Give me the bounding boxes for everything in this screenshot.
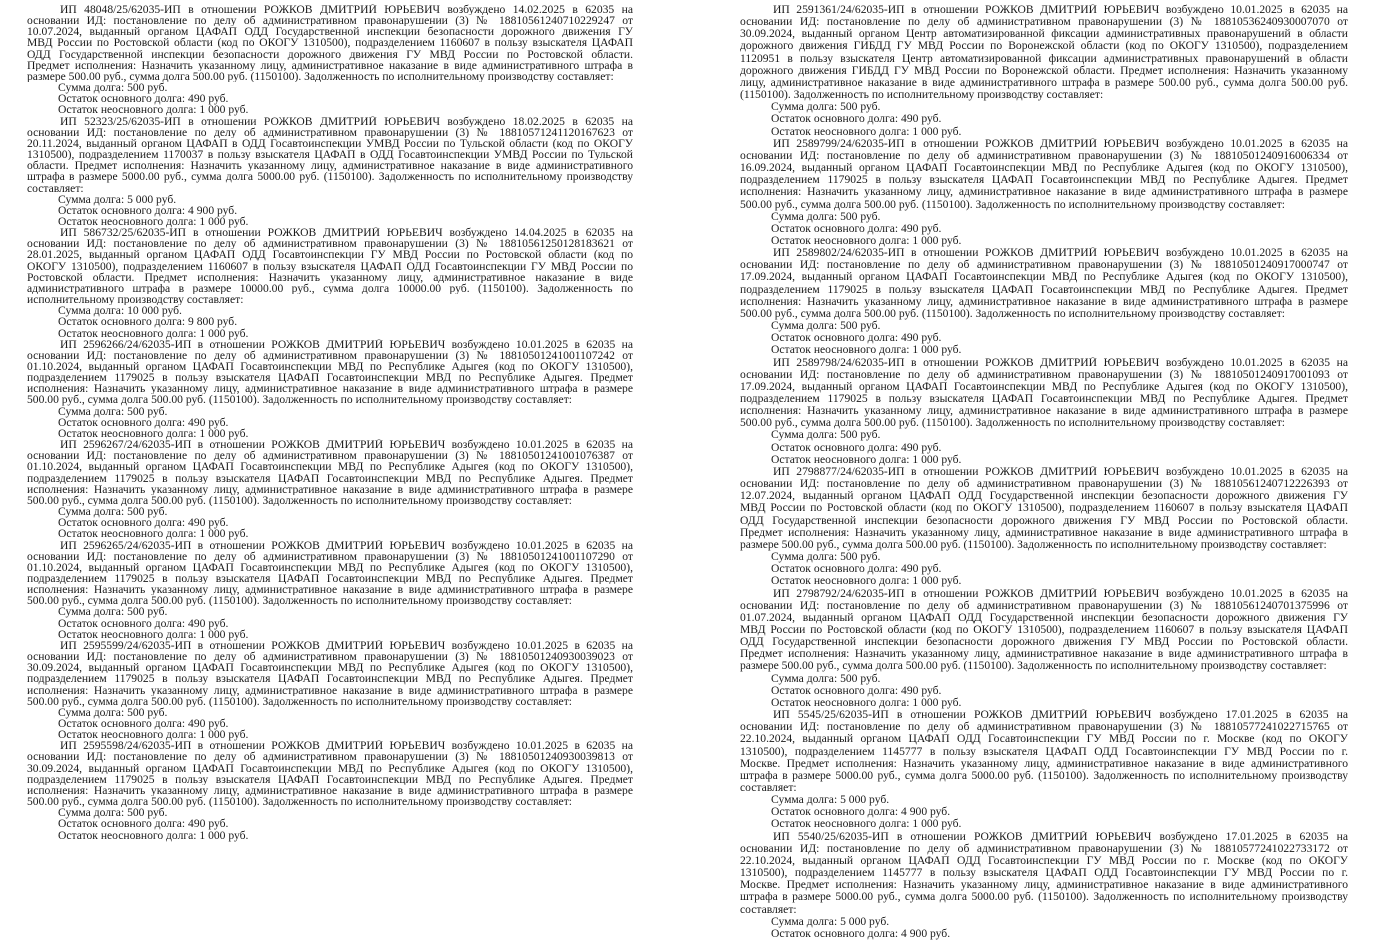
entry-text-line: основании ИД: постановление по делу об административном правонарушении (3) № 18810577241022733172 от [740, 842, 1348, 855]
entry-text-line: основании ИД: постановление по делу об административном правонарушении (3) № 18810561240712226393 от [740, 478, 1348, 491]
entry-text-line: 30.09.2024, выданный органом Центр автоматизированной фиксации административных правонарушений в области [740, 28, 1348, 41]
entry-heading-line: ИП 2589802/24/62035-ИП в отношении РОЖКОВ ДМИТРИЙ ЮРЬЕВИЧ возбуждено 10.01.2025 в 62035 на [773, 247, 1348, 260]
debt-amount: Сумма долга: 500 руб. [771, 100, 881, 114]
entry-heading-line: ИП 52323/25/62035-ИП в отношении РОЖКОВ ДМИТРИЙ ЮРЬЕВИЧ возбуждено 18.02.2025 в 62035 на [60, 115, 633, 127]
non-main-debt-balance: Остаток неосновного долга: 1 000 руб. [58, 326, 249, 340]
non-main-debt-balance: Остаток неосновного долга: 1 000 руб. [771, 695, 962, 709]
entry-text-line: подразделением 1179025 в пользу взыскателя ЦАФАП Госавтоинспекции МВД по Республике Адыгея. Предмет [740, 174, 1348, 187]
entry-text-line: ОДД Государственной инспекции безопасности дорожного движения ГУ МВД России по Ростовской области. [740, 636, 1348, 649]
entry-text-line: Ростовской области. Предмет исполнения: Назначить указанному лицу, административное наказание в виде [27, 271, 633, 283]
entry-heading-line: ИП 2589798/24/62035-ИП в отношении РОЖКОВ ДМИТРИЙ ЮРЬЕВИЧ возбуждено 10.01.2025 в 62035 на [773, 356, 1348, 369]
entry-text-line: исполнения: Назначить указанному лицу, административное наказание в виде административного штрафа в размере [27, 784, 633, 797]
entry-text-line: основании ИД: постановление по делу об административном правонарушении (3) № 18810561250128183621 от [27, 238, 633, 250]
enforcement-proceeding-entry [740, 831, 1348, 940]
entry-text-line: исполнительному производству составляет: [27, 294, 244, 306]
entry-text-line: дорожного движения ГИБДД ГУ МВД России по Воронежской области. Предмет исполнения: Назначить указанному [740, 64, 1348, 77]
entry-text-line: административного штрафа в размере 10000.00 руб., сумма долга 10000.00 руб. (1150100). Задолженность по [27, 282, 633, 295]
entry-text-line: (1150100). Задолженность по исполнительному производству составляет: [740, 89, 1104, 102]
entry-heading-line: ИП 5540/25/62035-ИП в отношении РОЖКОВ ДМИТРИЙ ЮРЬЕВИЧ возбуждено 17.01.2025 в 62035 на [773, 830, 1348, 843]
main-debt-balance: Остаток основного долга: 490 руб. [58, 516, 229, 530]
entry-text-line: 30.09.2024, выданный органом ЦАФАП Госавтоинспекции МВД по Республике Адыгея (код по ОКОГУ 1310500), [27, 762, 633, 774]
left-column [27, 4, 633, 841]
entry-text-line: Предмет исполнения: Назначить указанному лицу, административное наказание в виде административного штрафа в [740, 526, 1348, 539]
entry-text-line: ОДД Государственной инспекции безопасности дорожного движения ГУ МВД России по Ростовской области. [740, 514, 1348, 527]
entry-heading-line: ИП 2596266/24/62035-ИП в отношении РОЖКОВ ДМИТРИЙ ЮРЬЕВИЧ возбуждено 10.01.2025 в 62035 на [60, 338, 633, 350]
entry-text-line: исполнения: Назначить указанному лицу, административное наказание в виде административного штрафа в размере [740, 186, 1348, 199]
entry-text-line: области. Предмет исполнения: Назначить указанному лицу, административное наказание в виде административного [27, 160, 633, 172]
entry-text-line: составляет: [27, 182, 84, 194]
main-debt-balance: Остаток основного долга: 490 руб. [771, 440, 942, 454]
main-debt-balance: Остаток основного долга: 9 800 руб. [58, 315, 238, 329]
entry-text-line: 20.11.2024, выданный органом ЦАФАП в ОДД Госавтоинспекции УМВД России по Тульской области (код по ОКОГУ [27, 137, 633, 150]
entry-text-line: основании ИД: постановление по делу об административном правонарушении (3) № 18810501241001076387 от [27, 450, 633, 462]
entry-text-line: 500.00 руб., сумма долга 500.00 руб. (1150100). Задолженность по исполнительному производству составляет: [27, 595, 572, 607]
entry-text-line: 1310500), подразделением 1145777 в пользу взыскателя ЦАФАП ОДД Госавтоинспекции ГУ МВД России по г. [740, 745, 1348, 758]
entry-heading-line: ИП 2595599/24/62035-ИП в отношении РОЖКОВ ДМИТРИЙ ЮРЬЕВИЧ возбуждено 10.01.2025 в 62035 на [60, 639, 633, 652]
entry-text-line: МВД России по Ростовской области (код по ОКОГУ 1310500), подразделением 1160607 в пользу взыскателя ЦАФАП [740, 623, 1348, 636]
entry-text-line: основании ИД: постановление по делу об административном правонарушении (3) № 18810501240930039813 от [27, 751, 633, 763]
entry-text-line: основании ИД: постановление по делу об административном правонарушении (3) № 18810501240917000747 от [740, 259, 1348, 272]
entry-text-line: подразделением 1179025 в пользу взыскателя ЦАФАП Госавтоинспекции МВД по Республике Адыгея. Предмет [740, 283, 1348, 296]
entry-heading-line: ИП 2798877/24/62035-ИП в отношении РОЖКОВ ДМИТРИЙ ЮРЬЕВИЧ возбуждено 10.01.2025 в 62035 на [773, 465, 1348, 478]
entry-heading-line: ИП 2596265/24/62035-ИП в отношении РОЖКОВ ДМИТРИЙ ЮРЬЕВИЧ возбуждено 10.01.2025 в 62035 на [60, 539, 633, 551]
entry-text-line: 1120951 в пользу взыскателя Центр автоматизированной фиксации административных правонарушений в области [740, 52, 1348, 65]
debt-amount: Сумма долга: 500 руб. [58, 605, 168, 619]
entry-text-line: МВД России по Ростовской области (код по ОКОГУ 1310500), подразделением 1160607 в пользу взыскателя ЦАФАП [740, 502, 1348, 515]
entry-text-line: подразделением 1179025 в пользу взыскателя ЦАФАП Госавтоинспекции МВД по Республике Адыгея. Предмет [27, 372, 633, 384]
entry-heading-line: ИП 48048/25/62035-ИП в отношении РОЖКОВ ДМИТРИЙ ЮРЬЕВИЧ возбуждено 14.02.2025 в 62035 на [60, 4, 633, 16]
enforcement-proceeding-entry [740, 466, 1348, 588]
main-debt-balance: Остаток основного долга: 490 руб. [771, 562, 942, 576]
non-main-debt-balance: Остаток неосновного долга: 1 000 руб. [58, 214, 249, 228]
entry-text-line: основании ИД: постановление по делу об административном правонарушении (3) № 18810536240930007070 от [740, 16, 1348, 29]
main-debt-balance: Остаток основного долга: 490 руб. [58, 616, 229, 630]
entry-text-line: исполнения: Назначить указанному лицу, административное наказание в виде административного штрафа в размере [27, 483, 633, 495]
main-debt-balance: Остаток основного долга: 490 руб. [58, 817, 229, 831]
enforcement-proceeding-entry [740, 709, 1348, 831]
enforcement-proceeding-entry [740, 588, 1348, 710]
enforcement-proceeding-entry [27, 740, 633, 840]
entry-heading-line: ИП 5545/25/62035-ИП в отношении РОЖКОВ ДМИТРИЙ ЮРЬЕВИЧ возбуждено 17.01.2025 в 62035 на [773, 709, 1348, 722]
entry-text-line: лицу, административное наказание в виде административного штрафа в размере 500.00 руб., сумма долга 500.00 руб. [740, 76, 1348, 89]
entry-text-line: подразделением 1179025 в пользу взыскателя ЦАФАП Госавтоинспекции МВД по Республике Адыгея. Предмет [27, 472, 633, 484]
entry-text-line: подразделением 1179025 в пользу взыскателя ЦАФАП Госавтоинспекции МВД по Республике Адыгея. Предмет [27, 673, 633, 685]
debt-amount: Сумма долга: 500 руб. [771, 319, 881, 333]
enforcement-proceeding-entry [27, 540, 633, 640]
enforcement-proceeding-entry [27, 116, 633, 228]
entry-text-line: ОКОГУ 1310500), подразделением 1160607 в пользу взыскателя ЦАФАП ОДД Госавтоинспекции ГУ МВД России по [27, 260, 633, 272]
enforcement-proceeding-entry [27, 339, 633, 439]
enforcement-proceeding-entry [740, 247, 1348, 356]
entry-text-line: 500.00 руб., сумма долга 500.00 руб. (1150100). Задолженность по исполнительному производству составляет: [740, 307, 1285, 320]
entry-text-line: 500.00 руб., сумма долга 500.00 руб. (1150100). Задолженность по исполнительному производству составляет: [27, 494, 572, 507]
non-main-debt-balance: Остаток неосновного долга: 1 000 руб. [58, 426, 249, 440]
entry-text-line: дорожного движения ГИБДД ГУ МВД России по Воронежской области (код по ОКОГУ 1310500), подразделением [740, 40, 1348, 53]
main-debt-balance: Остаток основного долга: 490 руб. [771, 331, 942, 345]
entry-text-line: основании ИД: постановление по делу об административном правонарушении (3) № 18810501241001107242 от [27, 349, 633, 361]
entry-text-line: исполнения: Назначить указанному лицу, административное наказание в виде административного штрафа в размере [27, 584, 633, 596]
main-debt-balance: Остаток основного долга: 4 900 руб. [771, 805, 951, 819]
entry-text-line: основании ИД: постановление по делу об административном правонарушении (3) № 18810561240710229247 от [27, 15, 633, 27]
debt-amount: Сумма долга: 500 руб. [58, 505, 168, 519]
entry-text-line: 22.10.2024, выданный органом ЦАФАП ОДД Госавтоинспекции ГУ МВД России по г. Москве (код по ОКОГУ [740, 733, 1348, 746]
debt-amount: Сумма долга: 500 руб. [58, 81, 168, 95]
entry-text-line: 01.07.2024, выданный органом ЦАФАП ОДД Государственной инспекции безопасности дорожного движения ГУ [740, 611, 1348, 624]
entry-text-line: штрафа в размере 5000.00 руб., сумма долга 5000.00 руб. (1150100). Задолженность по исполнительному производству [27, 171, 633, 183]
non-main-debt-balance: Остаток неосновного долга: 1 000 руб. [58, 728, 249, 742]
entry-text-line: 10.07.2024, выданный органом ЦАФАП ОДД Государственной инспекции безопасности дорожного движения ГУ [27, 26, 633, 38]
entry-text-line: основании ИД: постановление по делу об административном правонарушении (3) № 18810561240701375996 от [740, 599, 1348, 612]
entry-text-line: 500.00 руб., сумма долга 500.00 руб. (1150100). Задолженность по исполнительному производству составляет: [27, 695, 572, 707]
entry-text-line: 17.09.2024, выданный органом ЦАФАП Госавтоинспекции МВД по Республике Адыгея (код по ОКОГУ 1310500), [740, 380, 1348, 393]
entry-text-line: штрафа в размере 5000.00 руб., сумма долга 5000.00 руб. (1150100). Задолженность по исполнительному производству [740, 891, 1348, 904]
enforcement-proceeding-entry [27, 439, 633, 539]
entry-text-line: размере 500.00 руб., сумма долга 500.00 руб. (1150100). Задолженность по исполнительному производству составляет: [740, 660, 1327, 673]
entry-heading-line: ИП 2596267/24/62035-ИП в отношении РОЖКОВ ДМИТРИЙ ЮРЬЕВИЧ возбуждено 10.01.2025 в 62035 на [60, 439, 633, 451]
entry-text-line: размере 500.00 руб., сумма долга 500.00 руб. (1150100). Задолженность по исполнительному производству составляет: [27, 70, 614, 83]
entry-text-line: 500.00 руб., сумма долга 500.00 руб. (1150100). Задолженность по исполнительному производству составляет: [27, 394, 572, 406]
entry-heading-line: ИП 2798792/24/62035-ИП в отношении РОЖКОВ ДМИТРИЙ ЮРЬЕВИЧ возбуждено 10.01.2025 в 62035 на [773, 587, 1348, 600]
entry-heading-line: ИП 2589799/24/62035-ИП в отношении РОЖКОВ ДМИТРИЙ ЮРЬЕВИЧ возбуждено 10.01.2025 в 62035 на [773, 137, 1348, 150]
entry-heading-line: ИП 586732/25/62035-ИП в отношении РОЖКОВ ДМИТРИЙ ЮРЬЕВИЧ возбуждено 14.04.2025 в 62035 на [60, 227, 633, 239]
entry-text-line: основании ИД: постановление по делу об административном правонарушении (3) № 18810577241022715765 от [740, 721, 1348, 734]
debt-amount: Сумма долга: 500 руб. [58, 705, 168, 719]
debt-amount: Сумма долга: 500 руб. [58, 404, 168, 418]
entry-text-line: Предмет исполнения: Назначить указанному лицу, административное наказание в виде административного штрафа в [740, 648, 1348, 661]
entry-text-line: размере 500.00 руб., сумма долга 500.00 руб. (1150100). Задолженность по исполнительному производству составляет: [740, 538, 1327, 551]
entry-text-line: 01.10.2024, выданный органом ЦАФАП Госавтоинспекции МВД по Республике Адыгея (код по ОКОГУ 1310500), [27, 561, 633, 573]
entry-text-line: штрафа в размере 5000.00 руб., сумма долга 5000.00 руб. (1150100). Задолженность по исполнительному производству [740, 769, 1348, 782]
main-debt-balance: Остаток основного долга: 490 руб. [58, 92, 229, 106]
entry-text-line: 500.00 руб., сумма долга 500.00 руб. (1150100). Задолженность по исполнительному производству составляет: [740, 198, 1285, 211]
entry-text-line: подразделением 1179025 в пользу взыскателя ЦАФАП Госавтоинспекции МВД по Республике Адыгея. Предмет [27, 773, 633, 785]
debt-amount: Сумма долга: 500 руб. [771, 209, 881, 223]
entry-text-line: исполнения: Назначить указанному лицу, административное наказание в виде административного штрафа в размере [27, 684, 633, 696]
entry-text-line: 12.07.2024, выданный органом ЦАФАП ОДД Государственной инспекции безопасности дорожного движения ГУ [740, 490, 1348, 503]
non-main-debt-balance: Остаток неосновного долга: 1 000 руб. [58, 828, 249, 842]
entry-text-line: Предмет исполнения: Назначить указанному лицу, административное наказание в виде административного штрафа в [27, 59, 633, 71]
entry-text-line: подразделением 1179025 в пользу взыскателя ЦАФАП Госавтоинспекции МВД по Республике Адыгея. Предмет [27, 572, 633, 585]
entry-text-line: основании ИД: постановление по делу об административном правонарушении (3) № 18810571241120167623 от [27, 126, 633, 138]
entry-text-line: 1310500), подразделением 1170037 в пользу взыскателя ЦАФАП в ОДД Госавтоинспекции УМВД России по Тульской [27, 149, 633, 161]
entry-text-line: подразделением 1179025 в пользу взыскателя ЦАФАП Госавтоинспекции МВД по Республике Адыгея. Предмет [740, 393, 1348, 405]
enforcement-proceeding-entry [27, 227, 633, 339]
entry-text-line: ОДД Государственной инспекции безопасности дорожного движения ГУ МВД России по Ростовской области. [27, 48, 633, 60]
entry-text-line: 500.00 руб., сумма долга 500.00 руб. (1150100). Задолженность по исполнительному производству составляет: [740, 417, 1285, 430]
entry-text-line: исполнения: Назначить указанному лицу, административное наказание в виде административного штрафа в размере [740, 295, 1348, 308]
main-debt-balance: Остаток основного долга: 490 руб. [771, 112, 942, 126]
entry-text-line: Москве. Предмет исполнения: Назначить указанному лицу, административное наказание в виде административного [740, 757, 1348, 770]
debt-amount: Сумма долга: 500 руб. [771, 550, 881, 564]
enforcement-proceeding-entry [740, 138, 1348, 247]
enforcement-proceeding-entry [740, 357, 1348, 466]
debt-amount: Сумма долга: 500 руб. [58, 806, 168, 820]
main-debt-balance: Остаток основного долга: 490 руб. [58, 717, 229, 730]
debt-amount: Сумма долга: 500 руб. [771, 671, 881, 685]
non-main-debt-balance: Остаток неосновного долга: 1 000 руб. [771, 124, 962, 138]
entry-text-line: составляет: [740, 903, 797, 916]
debt-amount: Сумма долга: 5 000 руб. [58, 192, 177, 206]
non-main-debt-balance: Остаток неосновного долга: 1 000 руб. [771, 343, 962, 357]
entry-text-line: МВД России по Ростовской области (код по ОКОГУ 1310500), подразделением 1160607 в пользу взыскателя ЦАФАП [27, 37, 633, 49]
main-debt-balance: Остаток основного долга: 4 900 руб. [771, 926, 951, 940]
entry-text-line: исполнения: Назначить указанному лицу, административное наказание в виде административного штрафа в размере [740, 405, 1348, 418]
debt-amount: Сумма долга: 10 000 руб. [58, 304, 182, 318]
debt-amount: Сумма долга: 500 руб. [771, 428, 881, 442]
debt-amount: Сумма долга: 5 000 руб. [771, 914, 890, 928]
main-debt-balance: Остаток основного долга: 490 руб. [771, 221, 942, 235]
entry-text-line: Москве. Предмет исполнения: Назначить указанному лицу, административное наказание в виде административного [740, 879, 1348, 892]
entry-text-line: основании ИД: постановление по делу об административном правонарушении (3) № 18810501241001107290 от [27, 550, 633, 562]
non-main-debt-balance: Остаток неосновного долга: 1 000 руб. [771, 233, 962, 247]
enforcement-proceeding-entry [27, 4, 633, 116]
non-main-debt-balance: Остаток неосновного долга: 1 000 руб. [58, 627, 249, 641]
entry-text-line: исполнения: Назначить указанному лицу, административное наказание в виде административного штрафа в размере [27, 383, 633, 395]
entry-text-line: 1310500), подразделением 1145777 в пользу взыскателя ЦАФАП ОДД Госавтоинспекции ГУ МВД России по г. [740, 867, 1348, 880]
entry-text-line: 28.01.2025, выданный органом ЦАФАП ОДД Госавтоинспекции ГУ МВД России по Ростовской области (код по [27, 249, 633, 261]
enforcement-proceeding-entry [27, 640, 633, 740]
main-debt-balance: Остаток основного долга: 490 руб. [771, 683, 942, 697]
entry-text-line: 30.09.2024, выданный органом ЦАФАП Госавтоинспекции МВД по Республике Адыгея (код по ОКОГУ 1310500), [27, 662, 633, 674]
entry-text-line: 17.09.2024, выданный органом ЦАФАП Госавтоинспекции МВД по Республике Адыгея (код по ОКОГУ 1310500), [740, 271, 1348, 284]
entry-text-line: основании ИД: постановление по делу об административном правонарушении (3) № 18810501240916006334 от [740, 149, 1348, 162]
non-main-debt-balance: Остаток неосновного долга: 1 000 руб. [771, 817, 962, 831]
entry-text-line: 22.10.2024, выданный органом ЦАФАП ОДД Госавтоинспекции ГУ МВД России по г. Москве (код по ОКОГУ [740, 854, 1348, 867]
entry-text-line: основании ИД: постановление по делу об административном правонарушении (3) № 18810501240930039023 от [27, 651, 633, 663]
entry-text-line: 01.10.2024, выданный органом ЦАФАП Госавтоинспекции МВД по Республике Адыгея (код по ОКОГУ 1310500), [27, 461, 633, 473]
non-main-debt-balance: Остаток неосновного долга: 1 000 руб. [58, 527, 249, 541]
entry-text-line: составляет: [740, 782, 797, 794]
entry-text-line: основании ИД: постановление по делу об административном правонарушении (3) № 18810501240917001093 от [740, 368, 1348, 381]
enforcement-proceeding-entry [740, 4, 1348, 138]
entry-heading-line: ИП 2595598/24/62035-ИП в отношении РОЖКОВ ДМИТРИЙ ЮРЬЕВИЧ возбуждено 10.01.2025 в 62035 на [60, 740, 633, 752]
non-main-debt-balance: Остаток неосновного долга: 1 000 руб. [771, 452, 962, 466]
non-main-debt-balance: Остаток неосновного долга: 1 000 руб. [771, 574, 962, 588]
entry-heading-line: ИП 2591361/24/62035-ИП в отношении РОЖКОВ ДМИТРИЙ ЮРЬЕВИЧ возбуждено 10.01.2025 в 62035 на [773, 4, 1348, 16]
main-debt-balance: Остаток основного долга: 4 900 руб. [58, 203, 238, 217]
entry-text-line: 16.09.2024, выданный органом ЦАФАП Госавтоинспекции МВД по Республике Адыгея (код по ОКОГУ 1310500), [740, 162, 1348, 175]
debt-amount: Сумма долга: 5 000 руб. [771, 793, 890, 807]
main-debt-balance: Остаток основного долга: 490 руб. [58, 415, 229, 429]
entry-text-line: 500.00 руб., сумма долга 500.00 руб. (1150100). Задолженность по исполнительному производству составляет: [27, 796, 572, 808]
right-column [740, 4, 1348, 940]
non-main-debt-balance: Остаток неосновного долга: 1 000 руб. [58, 103, 249, 117]
entry-text-line: 01.10.2024, выданный органом ЦАФАП Госавтоинспекции МВД по Республике Адыгея (код по ОКОГУ 1310500), [27, 361, 633, 373]
